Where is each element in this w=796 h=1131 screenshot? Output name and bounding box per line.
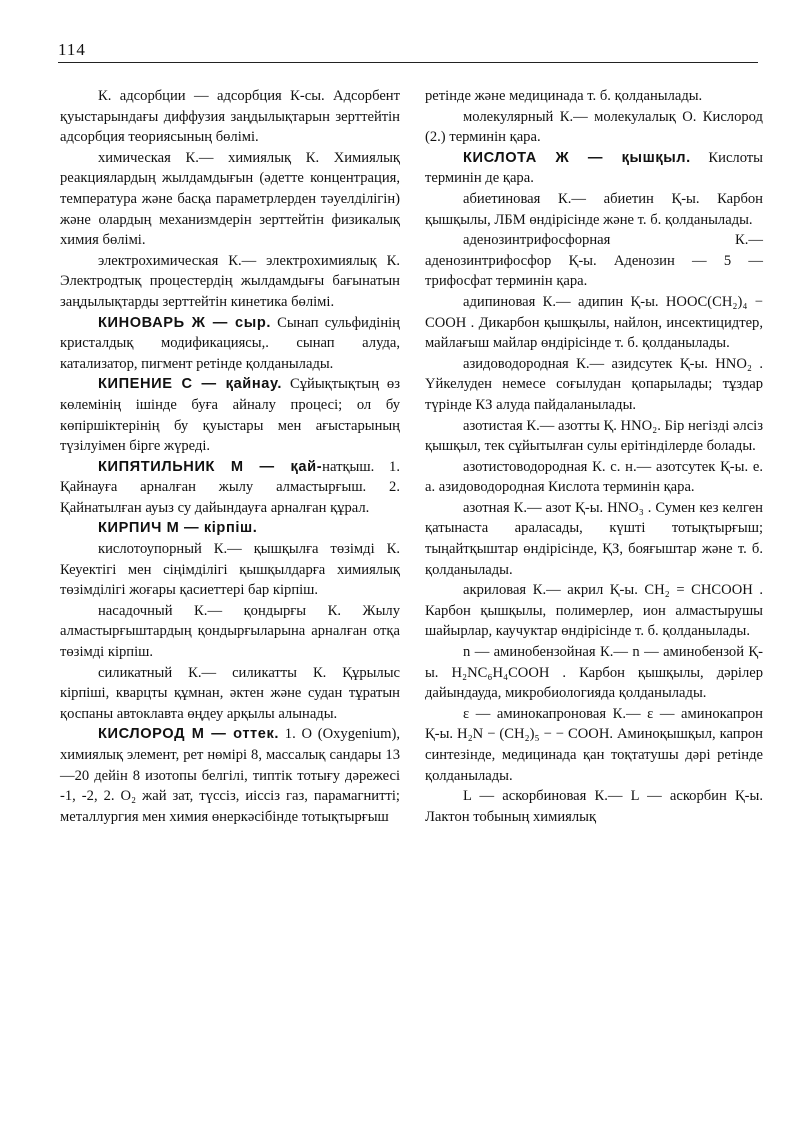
- paragraph-text: азидоводородная К.— азидсутек Қ-ы. HNO₂ . Үйкелуден немесе соғылудан қопарылады; тұздар түрінде КЗ алуда пайдаланылады.: [425, 355, 763, 413]
- paragraph-text: К. адсорбции — адсорбция К-сы. Адсорбент қуыстарындағы диффузия заңдылықтарын зерттейтін адсорбция теориясының бөлімі.: [60, 88, 400, 146]
- paragraph: [425, 704, 763, 786]
- entry-headword: КИНОВАРЬ Ж — сыр.: [98, 314, 271, 331]
- paragraph-text: L — аскорбиновая К.— L — аскорбин Қ-ы. Лактон тобының химиялық: [425, 788, 763, 825]
- paragraph: [425, 292, 763, 354]
- paragraph: [425, 354, 763, 416]
- paragraph: [425, 580, 763, 642]
- entry-headword: КИСЛОТА Ж — қышқыл.: [463, 149, 691, 166]
- paragraph: [425, 457, 763, 498]
- paragraph: [425, 86, 763, 107]
- page-number: 114: [58, 40, 86, 59]
- entry-headword: КИРПИЧ М — кірпіш.: [98, 520, 258, 537]
- paragraph-text: ретінде және медицинада т. б. қолданылады.: [425, 88, 703, 104]
- right-column: [425, 86, 763, 827]
- paragraph: [60, 251, 400, 313]
- paragraph-text: абиетиновая К.— абиетин Қ-ы. Карбон қышқылы, ЛБМ өндірісінде және т. б. қолданылады.: [425, 190, 763, 228]
- paragraph: [425, 107, 763, 148]
- paragraph-text: химическая К.— химиялық К. Химиялық реакциялардың жылдамдығын (әдетте концентрация, температура және басқа параметрлерден тәуелділігін) және олардың механизмдерін зерттейтін физикалық химия бөлімі.: [60, 149, 400, 249]
- left-column: [60, 86, 400, 827]
- paragraph-text: насадочный К.— қондырғы К. Жылу алмастырғыштардың қондырғыларына арналған отқа төзімді кірпіш.: [60, 602, 400, 661]
- entry-headword: КИСЛОРОД М — оттек.: [98, 726, 280, 743]
- paragraph: [60, 86, 400, 148]
- paragraph-text: молекулярный К.— молекулалық О. Кислород (2.) терминін қара.: [425, 108, 763, 146]
- paragraph: [60, 601, 400, 663]
- header-rule: [58, 62, 758, 63]
- paragraph: [425, 642, 763, 704]
- paragraph-text: акриловая К.— акрил Қ-ы. CH₂ = CHCOOH . Карбон қышқылы, полимерлер, ион алмастырушы шайырлар, каучуктар өндірісінде т. б. қолданылады.: [425, 582, 763, 640]
- paragraph-text: азотистая К.— азотты Қ. HNO₂. Бір негізді әлсіз қышқыл, тек сұйытылған сулы ерітінділерде болады.: [425, 417, 763, 455]
- paragraph-text: азотистоводородная К. с. н.— азотсутек Қ-ы. е. а. азидоводородная Кислота терминін қара.: [425, 458, 763, 496]
- paragraph-text: электрохимическая К.— электрохимиялық К. Электродтық процестердің жылдамдығы бағынатын заңдылықтарды зерттейтін кинетика бөлімі.: [60, 252, 400, 310]
- entry-paragraph: [425, 148, 763, 189]
- paragraph-text: силикатный К.— силикатты К. Құрылыс кірпіші, кварцты құмнан, әктен және судан тұратын қоспаны автоклавта өңдеу арқылы алынады.: [60, 664, 400, 722]
- entry-paragraph: [60, 313, 400, 375]
- paragraph-text: ε — аминокапроновая К.— ε — аминокапрон Қ-ы. H₂N − (CH₂)₅ − − COOH. Аминоқышқыл, капрон синтезінде, медицинада қан тоқтатушы дәрі ретінде қолданылады.: [425, 705, 763, 784]
- paragraph-text: 1. О (Oxygenium), химиялық элемент, рет нөмірі 8, массалық сандары 13—20 дейін 8 изотопы белгілі, типтік тотығу дәрежесі -1, -2, 2. О₂ жай зат, түссіз, иіссіз газ, парамагнитті; металлургия мен химия өнеркәсібінде тотықтырғыш: [60, 726, 400, 825]
- entry-headword: КИПЕНИЕ С — қайнау.: [98, 376, 283, 393]
- paragraph: [60, 539, 400, 601]
- paragraph-text: n — аминобензойная К.— n — аминобензой Қ-ы. H₂NC₆H₄COOH . Карбон қышқылы, дәрілер дайындауда, микробиологияда қолданылады.: [425, 644, 763, 702]
- paragraph-text: азотная К.— азот Қ-ы. HNO₃ . Сумен кез келген қатынаста араласады, күшті тотықтырғыш; тыңайтқыштар өндірісінде, ҚЗ, бояғыштар және т. б. қолданылады.: [425, 499, 763, 578]
- paragraph-text: кислотоупорный К.— қышқылға төзімді К. Кеуектігі мен сіңімділігі қышқылдарға химиялық төзімділігі жоғары қасиеттері бар кірпіш.: [60, 541, 400, 599]
- paragraph-text: Сұйықтықтың өз көлемінің ішінде буға айналу процесі; ол бу көпіршіктерінің бу қуыстары мен ағыстарының түзілуімен бірге жүреді.: [60, 376, 400, 455]
- paragraph: [425, 498, 763, 580]
- paragraph: [425, 416, 763, 457]
- paragraph-text: аденозинтрифосфорная К.— аденозинтрифосфор Қ-ы. Аденозин — 5 — трифосфат терминін қара.: [425, 232, 763, 290]
- paragraph: [60, 663, 400, 725]
- paragraph: [425, 230, 763, 292]
- paragraph-text: адипиновая К.— адипин Қ-ы. HOOC(CH₂)₄ − COOH . Дикарбон қышқылы, найлон, инсектицидтер, майлағыш майлар өндірісінде т. б. қолданылады.: [425, 293, 763, 352]
- entry-paragraph: [60, 374, 400, 456]
- paragraph: [60, 148, 400, 251]
- paragraph: [425, 189, 763, 230]
- entry-headword: КИПЯТИЛЬНИК М — қай-: [98, 458, 323, 475]
- paragraph-text: натқыш. 1. Қайнауға арналған жылу алмастырғыш. 2. Қайнатылған ауыз су дайындауға арналған құрал.: [60, 458, 400, 516]
- entry-paragraph: [60, 518, 400, 539]
- entry-paragraph: [60, 457, 400, 519]
- entry-paragraph: [60, 724, 400, 827]
- paragraph-text: Кислоты терминін де қара.: [425, 149, 763, 187]
- paragraph: [425, 786, 763, 827]
- paragraph-text: Сынап сульфидінің кристалдық модификациясы,. сынап алуда, катализатор, пигмент ретінде қолданылады.: [60, 314, 400, 372]
